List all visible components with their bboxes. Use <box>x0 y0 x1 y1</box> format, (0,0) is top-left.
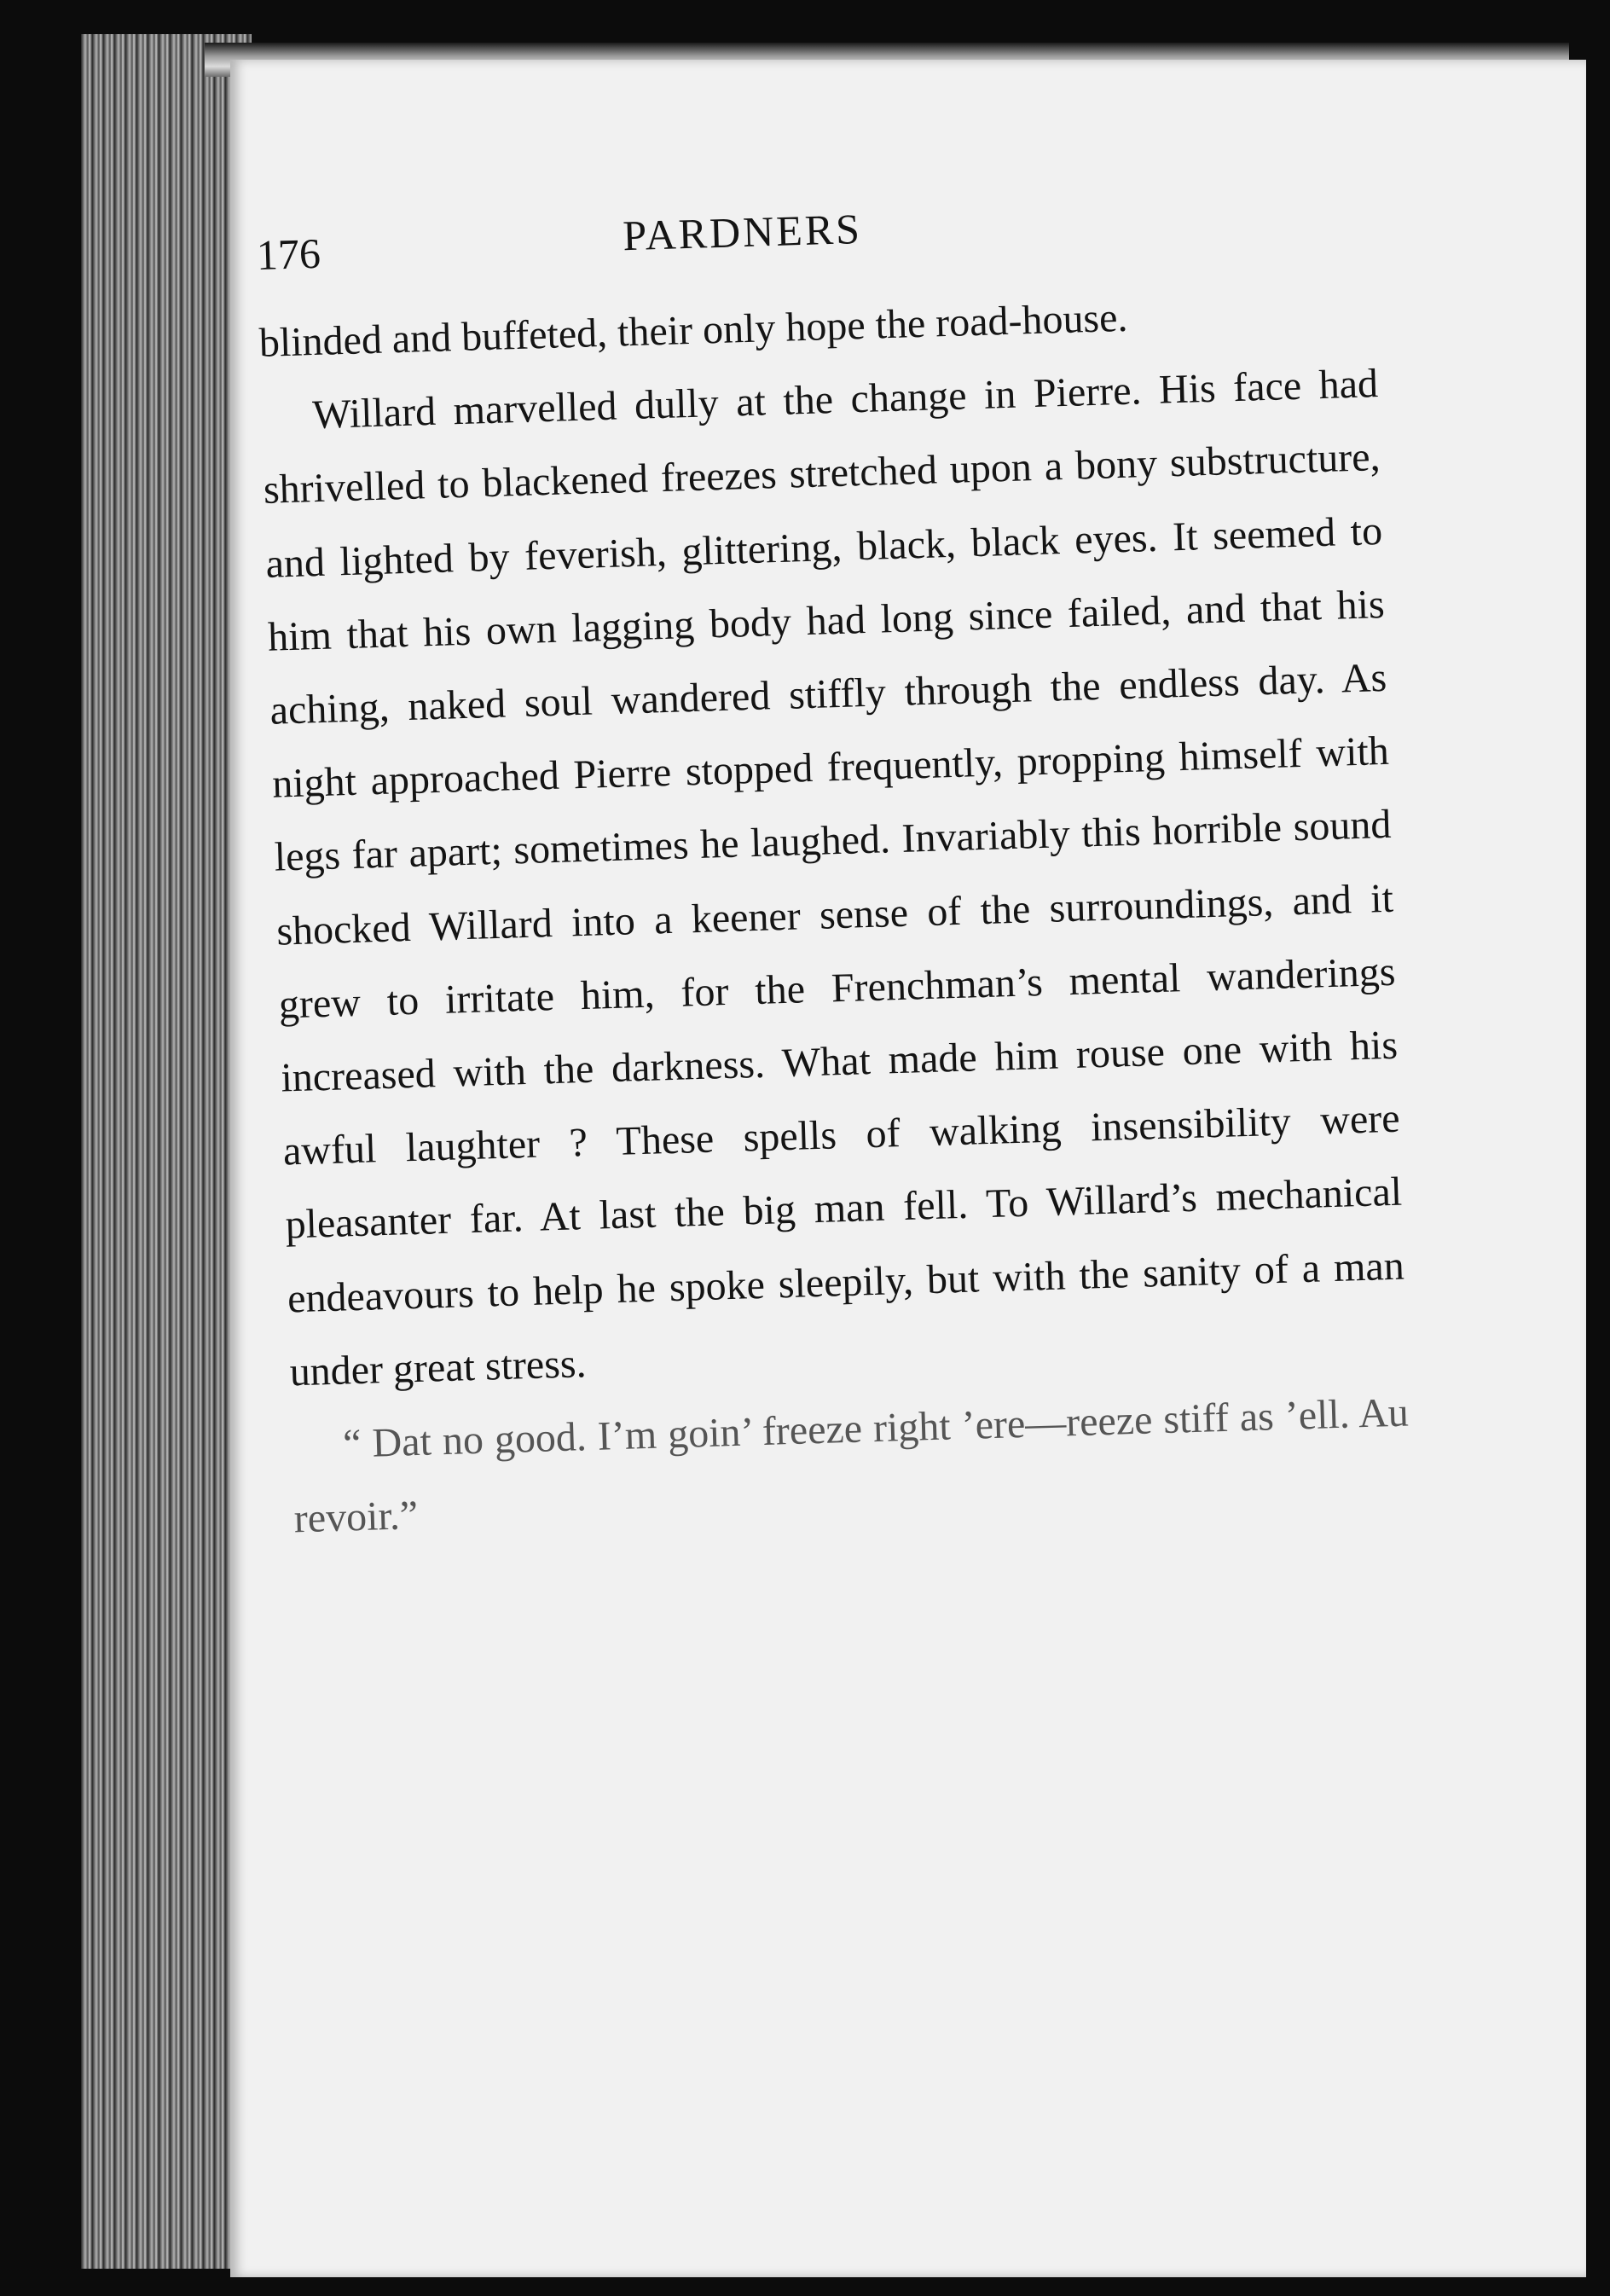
page-number: 176 <box>256 229 321 279</box>
paragraph: “ Dat no good. I’m goin’ freeze right ’ere—reeze stiff as ’ell. Au revoir.” <box>293 1389 1410 1542</box>
paragraph: blinded and buffeted, their only hope the road-house. <box>258 294 1129 366</box>
book-page-edges <box>81 34 252 2269</box>
body-text <box>258 274 1412 1557</box>
paragraph: Willard marvelled dully at the change in Pierre. His face had shrivelled to blackened freezes stretched upon a bony substructure, and lighted by feverish, glittering, black, black eyes. It seemed to him that his own lagging body had long since failed, and that his aching, naked soul wandered stiffly through the endless day. As night approached Pierre stopped frequently, propping himself with legs far apart; sometimes he laughed. Invariably this horrible sound shocked Willard into a keener sense of the surroundings, and it grew to irritate him, for the Frenchman’s mental wanderings increased with the darkness. What made him rouse one with his awful laughter ? These spells of walking insensibility were pleasanter far. At last the big man fell. To Willard’s mechanical endeavours to help he spoke sleepily, but with the sanity of a man under great stress. <box>263 361 1405 1395</box>
page-content <box>256 197 1412 1557</box>
running-title: PARDNERS <box>622 204 863 260</box>
